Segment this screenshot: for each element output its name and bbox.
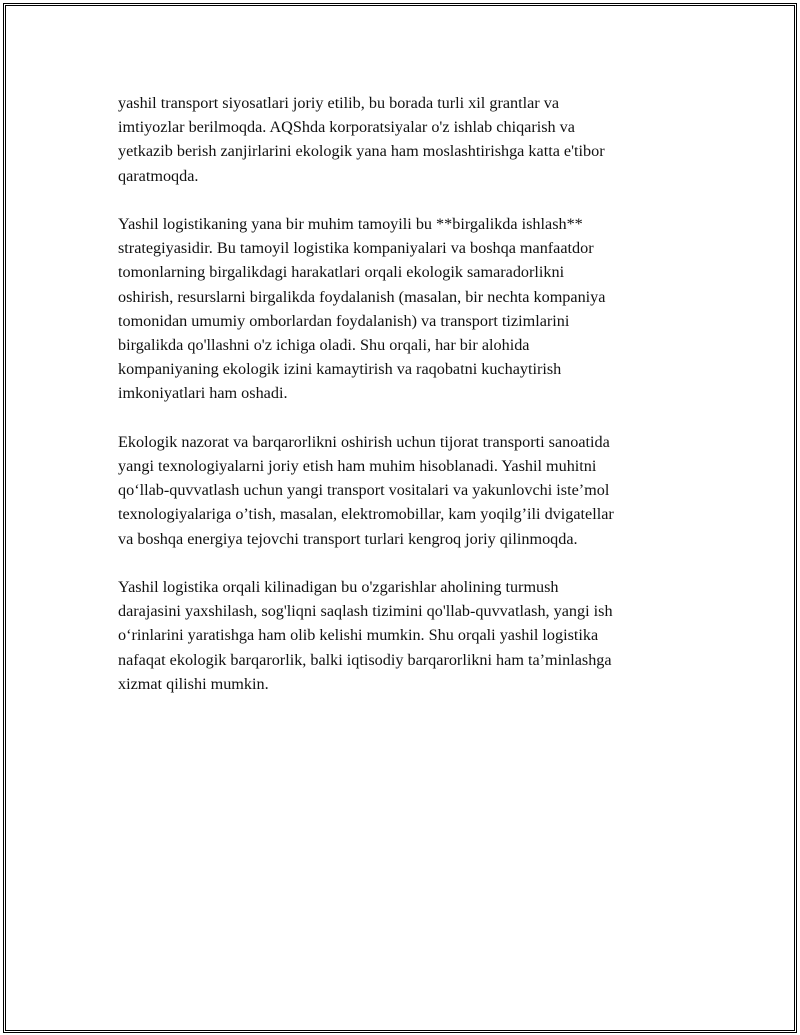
document-body [118, 91, 698, 720]
paragraph: Yashil logistikaning yana bir muhim tamoyili bu **birgalikda ishlash** strategiyasidir. Bu tamoyil logistika kompaniyalari va boshqa manfaatdor tomonlarning birgalikdagi harakatlari orqali ekologik samaradorlikni oshirish, resurslarni birgalikda foydalanish (masalan, bir nechta kompaniya tomonidan umumiy omborlardan foydalanish) va transport tizimlarini birgalikda qo'llashni o'z ichiga oladi. Shu orqali, har bir alohida kompaniyaning ekologik izini kamaytirish va raqobatni kuchaytirish imkoniyatlari ham oshadi. [118, 215, 606, 403]
paragraph: Ekologik nazorat va barqarorlikni oshirish uchun tijorat transporti sanoatida yangi texnologiyalarni joriy etish ham muhim hisoblanadi. Yashil muhitni qo‘llab-quvvatlash uchun yangi transport vositalari va yakunlovchi iste’mol texnologiyalariga o’tish, masalan, elektromobillar, kam yoqilg’ili dvigatellar va boshqa energiya tejovchi transport turlari kengroq joriy qilinmoqda. [118, 432, 614, 548]
paragraph: yashil transport siyosatlari joriy etilib, bu borada turli xil grantlar va imtiyozlar berilmoqda. AQShda korporatsiyalar o'z ishlab chiqarish va yetkazib berish zanjirlarini ekologik yana ham moslashtirishga katta e'tibor qaratmoqda. [118, 94, 605, 185]
paragraph: Yashil logistika orqali kilinadigan bu o'zgarishlar aholining turmush darajasini yaxshilash, sog'liqni saqlash tizimini qo'llab-quvvatlash, yangi ish o‘rinlarini yaratishga ham olib kelishi mumkin. Shu orqali yashil logistika nafaqat ekologik barqarorlik, balki iqtisodiy barqarorlikni ham ta’minlashga xizmat qilishi mumkin. [118, 578, 613, 693]
